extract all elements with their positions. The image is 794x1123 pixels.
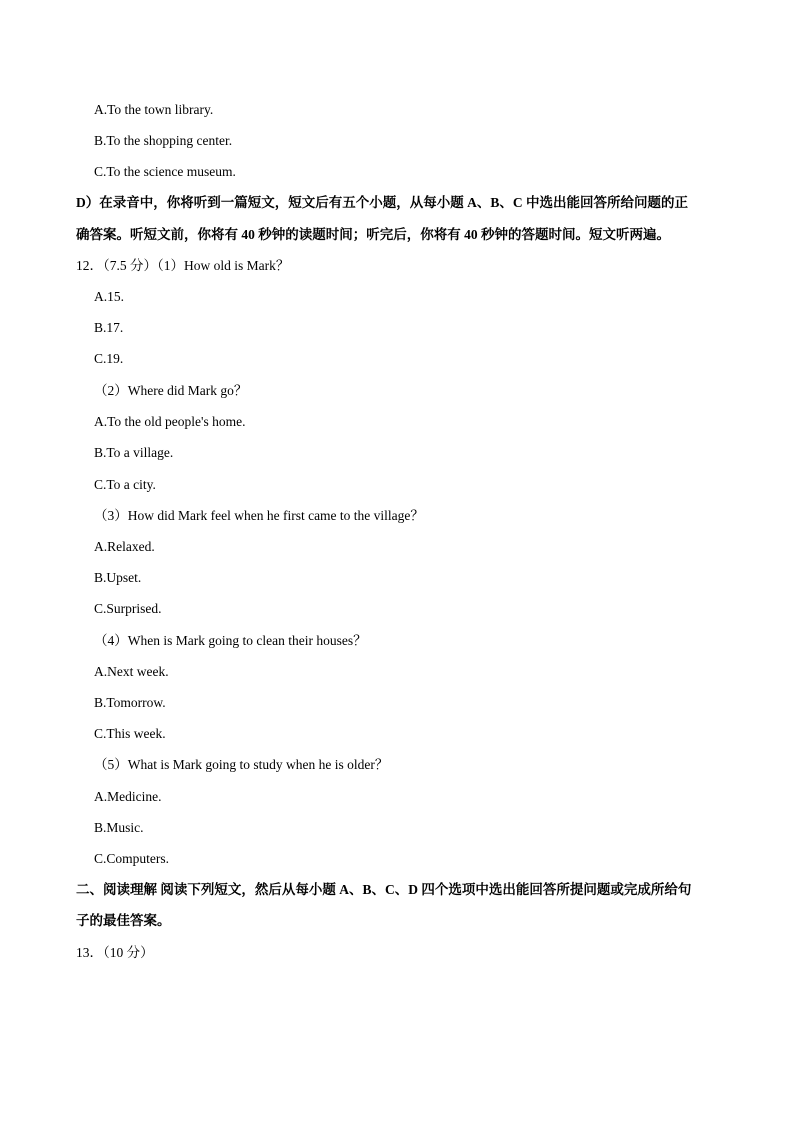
q12-2-question: （2）Where did Mark go？ (94, 383, 248, 398)
section-d-instructions-line2: 确答案。听短文前，你将有 40 秒钟的读题时间；听完后，你将有 40 秒钟的答题时间。短文听两遍。 (76, 227, 670, 242)
prev-option-a: A.To the town library. (94, 102, 214, 117)
q12-5-option-c: C.Computers. (94, 851, 170, 866)
section-two-instructions-line1: 二、阅读理解 阅读下列短文，然后从每小题 A、B、C、D 四个选项中选出能回答所提问题或完成所给句 (76, 882, 692, 897)
section-two-instructions-line2: 子的最佳答案。 (76, 913, 171, 928)
q12-4-option-b: B.Tomorrow. (94, 695, 166, 710)
q12-3-option-c: C.Surprised. (94, 601, 162, 616)
question-13-header: 13．（10 分） (76, 945, 154, 960)
q12-2-option-c: C.To a city. (94, 477, 156, 492)
q12-4-option-c: C.This week. (94, 726, 166, 741)
q12-1-option-a: A.15. (94, 289, 124, 304)
q12-1-option-c: C.19. (94, 351, 124, 366)
q12-3-question: （3）How did Mark feel when he first came to the village？ (94, 508, 424, 523)
prev-option-c: C.To the science museum. (94, 164, 236, 179)
q12-4-option-a: A.Next week. (94, 664, 169, 679)
q12-2-option-a: A.To the old people's home. (94, 414, 246, 429)
q12-3-option-b: B.Upset. (94, 570, 142, 585)
q12-5-option-b: B.Music. (94, 820, 144, 835)
q12-4-question: （4）When is Mark going to clean their houses？ (94, 633, 367, 648)
q12-5-question: （5）What is Mark going to study when he is older？ (94, 757, 389, 772)
q12-5-option-a: A.Medicine. (94, 789, 162, 804)
prev-option-b: B.To the shopping center. (94, 133, 233, 148)
question-12-header: 12．（7.5 分）（1）How old is Mark？ (76, 258, 290, 273)
section-d-instructions-line1: D）在录音中，你将听到一篇短文，短文后有五个小题，从每小题 A、B、C 中选出能回答所给问题的正 (76, 195, 689, 210)
q12-3-option-a: A.Relaxed. (94, 539, 155, 554)
q12-2-option-b: B.To a village. (94, 445, 174, 460)
q12-1-option-b: B.17. (94, 320, 124, 335)
